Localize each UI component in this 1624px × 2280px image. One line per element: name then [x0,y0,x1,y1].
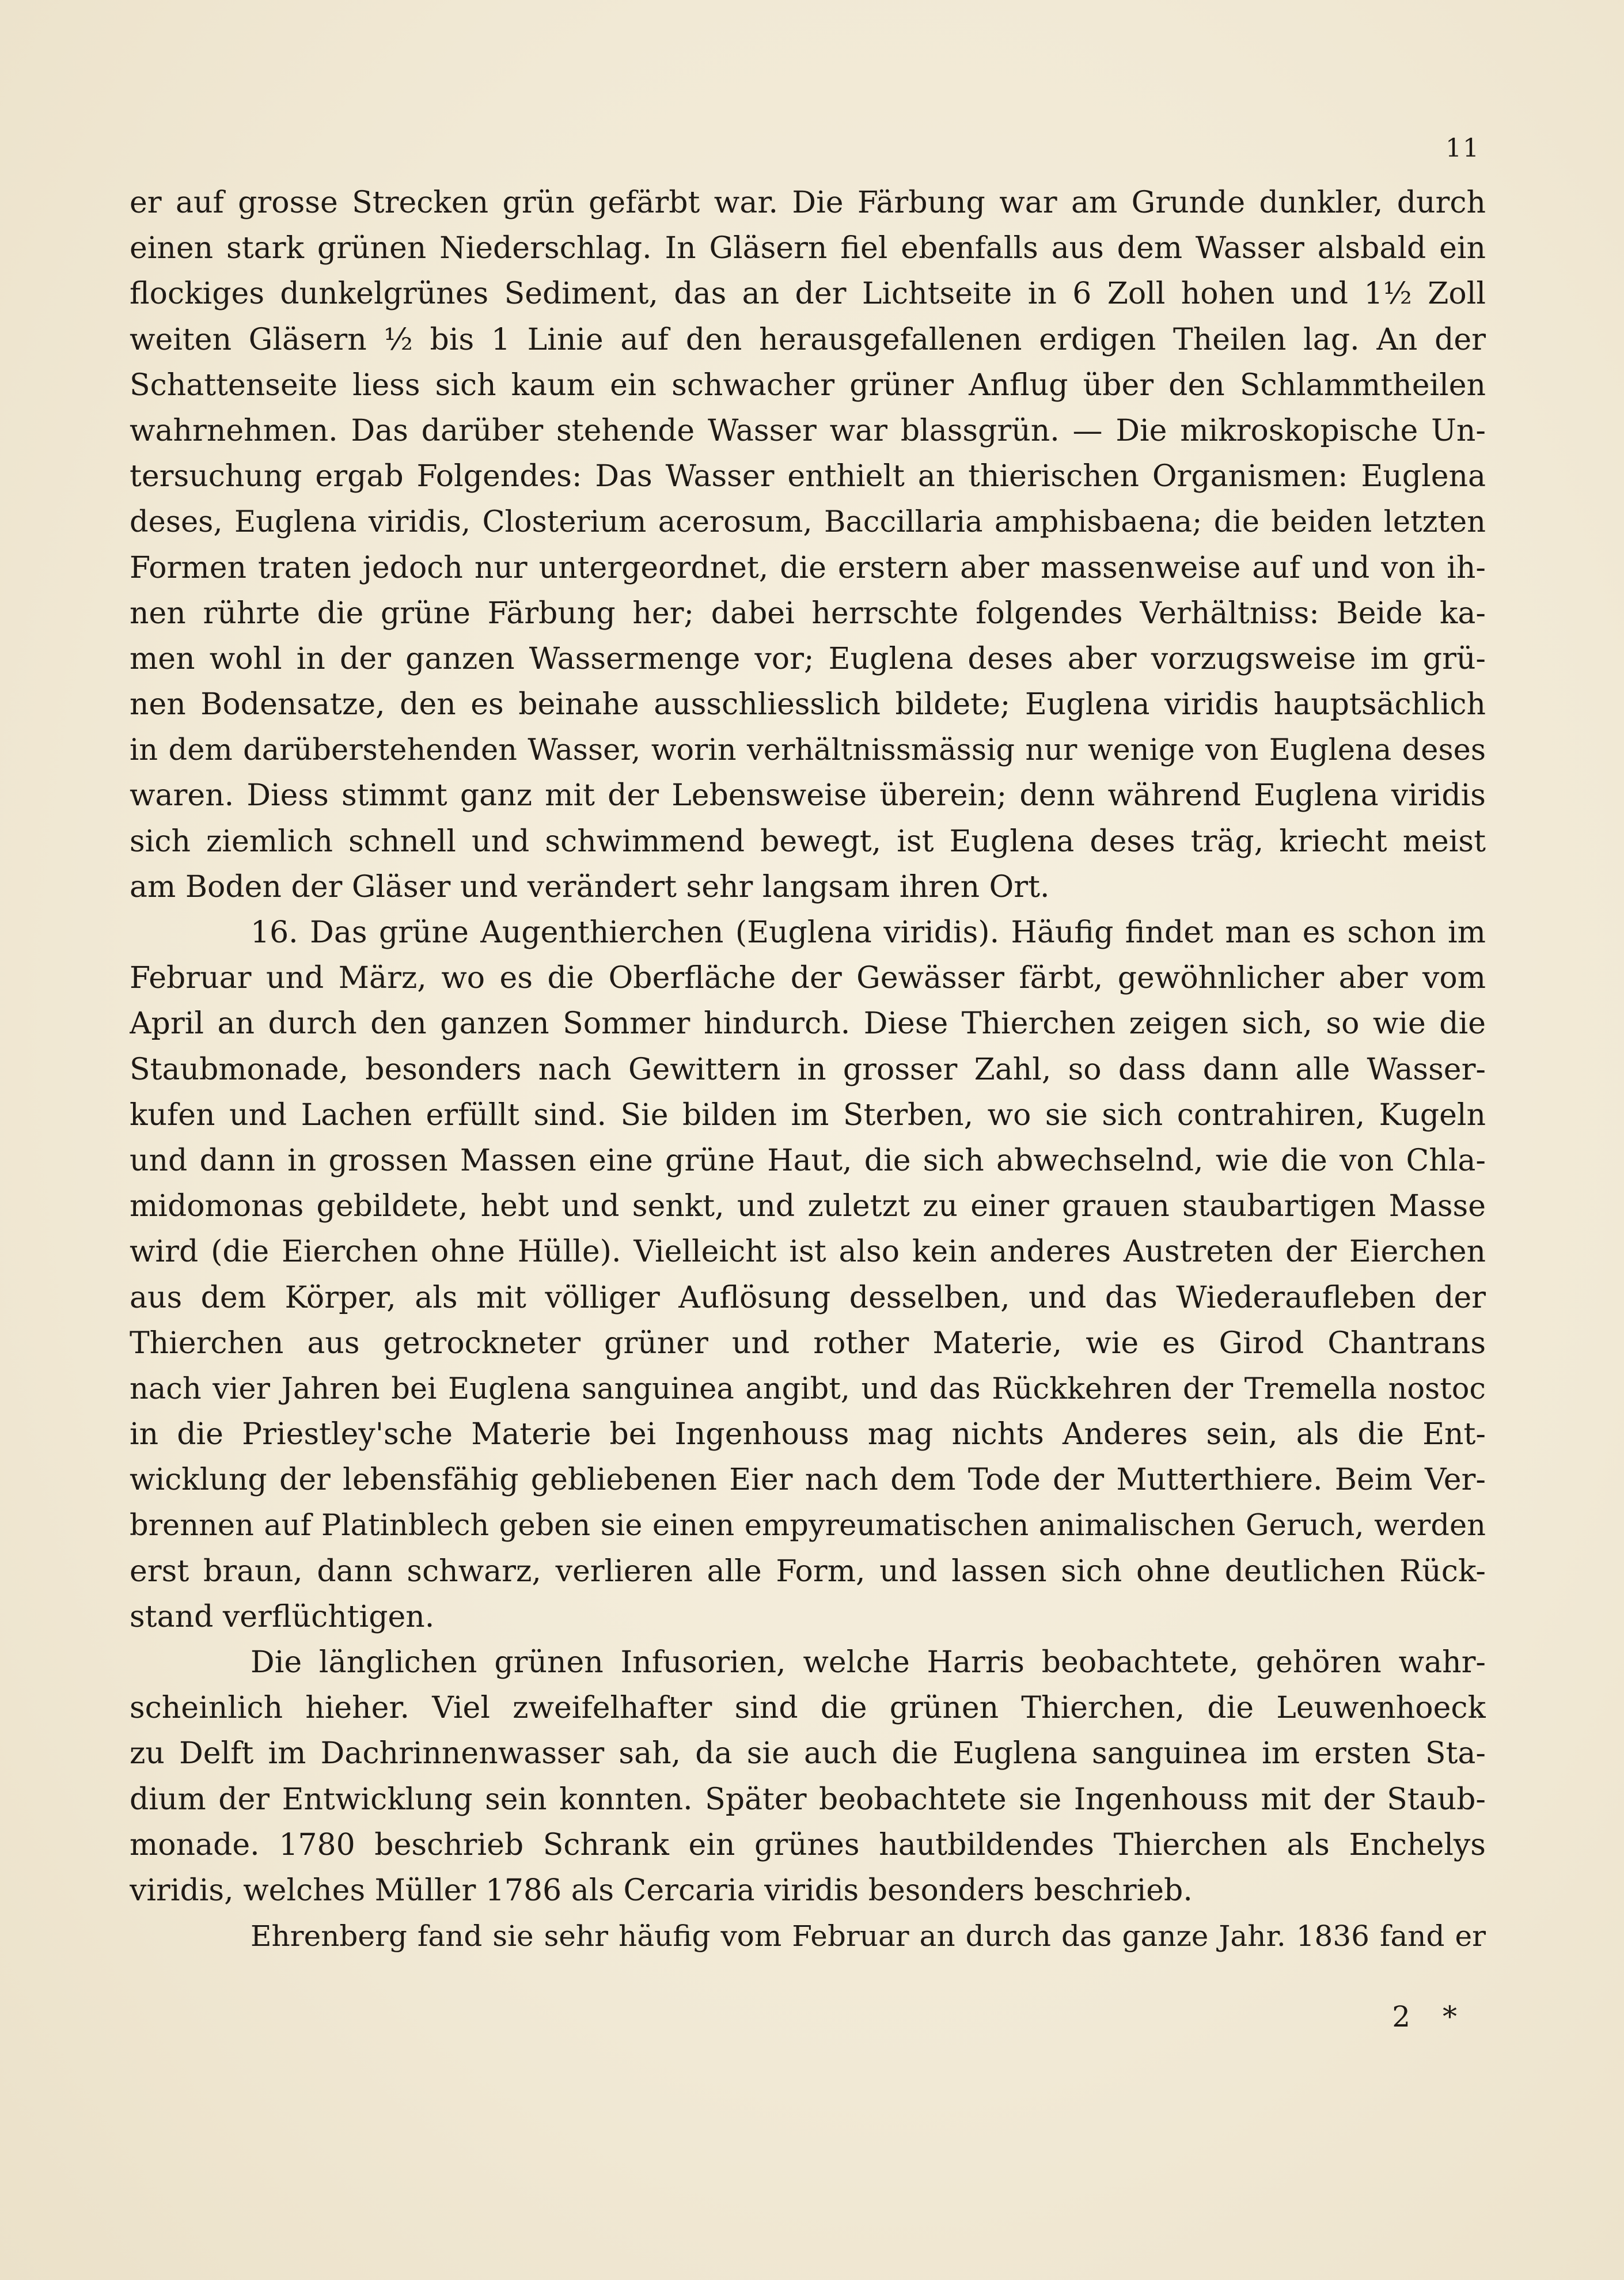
text-line: zu Delft im Dachrinnenwasser sah, da sie auch die Euglena sanguinea im ersten Sta- [130,1736,1486,1771]
page-number: 11 [1445,134,1480,163]
text-line: weiten Gläsern ½ bis 1 Linie auf den herausgefallenen erdigen Theilen lag. An der [130,322,1486,357]
text-line: monade. 1780 beschrieb Schrank ein grünes hautbildendes Thierchen als Enchelys [130,1827,1486,1862]
text-line: nen rührte die grüne Färbung her; dabei herrschte folgendes Verhältniss: Beide ka- [130,596,1486,631]
text-line: Ehrenberg fand sie sehr häufig vom Februar an durch das ganze Jahr. 1836 fand er [251,1919,1486,1953]
text-line: deses, Euglena viridis, Closterium acerosum, Baccillaria amphisbaena; die beiden letzten [130,505,1486,540]
text-line: dium der Entwicklung sein konnten. Später beobachtete sie Ingenhouss mit der Staub- [130,1782,1486,1817]
text-line: einen stark grünen Niederschlag. In Gläsern fiel ebenfalls aus dem Wasser alsbald ein [130,231,1486,266]
text-line: Staubmonade, besonders nach Gewittern in grosser Zahl, so dass dann alle Wasser- [130,1052,1486,1087]
text-line: sich ziemlich schnell und schwimmend bewegt, ist Euglena deses träg, kriecht meist [130,824,1486,859]
text-line: 16. Das grüne Augenthierchen (Euglena viridis). Häufig findet man es schon im [251,915,1486,950]
text-line: er auf grosse Strecken grün gefärbt war. Die Färbung war am Grunde dunkler, durch [130,185,1486,220]
text-line: Die länglichen grünen Infusorien, welche Harris beobachtete, gehören wahr- [251,1645,1486,1680]
text-line: viridis, welches Müller 1786 als Cercaria viridis besonders beschrieb. [130,1873,1193,1908]
text-line: wicklung der lebensfähig gebliebenen Eier nach dem Tode der Mutterthiere. Beim Ver- [130,1463,1486,1498]
text-line: men wohl in der ganzen Wassermenge vor; Euglena deses aber vorzugsweise im grü- [130,641,1486,676]
text-line: Thierchen aus getrockneter grüner und rother Materie, wie es Girod Chantrans [130,1325,1486,1361]
text-line: brennen auf Platinblech geben sie einen empyreumatischen animalischen Geruch, werden [130,1509,1486,1543]
text-line: scheinlich hieher. Viel zweifelhafter sind die grünen Thierchen, die Leuwenhoeck [130,1691,1486,1726]
text-line: am Boden der Gläser und verändert sehr langsam ihren Ort. [130,869,1050,904]
text-line: midomonas gebildete, hebt und senkt, und zuletzt zu einer grauen staubartigen Masse [130,1189,1486,1224]
text-line: wahrnehmen. Das darüber stehende Wasser war blassgrün. — Die mikroskopische Un- [130,413,1486,448]
signature-mark: 2 * [1392,2000,1469,2033]
text-line: Februar und März, wo es die Oberfläche der Gewässer färbt, gewöhnlicher aber vom [130,961,1486,996]
text-line: in die Priestley'sche Materie bei Ingenhouss mag nichts Anderes sein, als die Ent- [130,1417,1486,1452]
body-text [130,180,1486,1959]
text-line: tersuchung ergab Folgendes: Das Wasser enthielt an thierischen Organismen: Euglena [130,459,1486,494]
text-line: Formen traten jedoch nur untergeordnet, die erstern aber massenweise auf und von ih- [130,550,1486,585]
text-line: nach vier Jahren bei Euglena sanguinea angibt, und das Rückkehren der Tremella nostoc [130,1372,1486,1406]
text-line: Schattenseite liess sich kaum ein schwacher grüner Anflug über den Schlammtheilen [130,368,1486,403]
text-line: und dann in grossen Massen eine grüne Haut, die sich abwechselnd, wie die von Chla- [130,1143,1486,1178]
text-line: aus dem Körper, als mit völliger Auflösung desselben, und das Wiederaufleben der [130,1280,1486,1315]
text-line: flockiges dunkelgrünes Sediment, das an der Lichtseite in 6 Zoll hohen und 1½ Zoll [130,277,1486,312]
text-line: nen Bodensatze, den es beinahe ausschliesslich bildete; Euglena viridis hauptsächlich [130,687,1486,722]
text-line: in dem darüberstehenden Wasser, worin verhältnissmässig nur wenige von Euglena deses [130,733,1486,768]
text-line: waren. Diess stimmt ganz mit der Lebensweise überein; denn während Euglena viridis [130,778,1486,813]
text-line: wird (die Eierchen ohne Hülle). Vielleicht ist also kein anderes Austreten der Eierchen [130,1234,1486,1270]
text-line: April an durch den ganzen Sommer hindurch. Diese Thierchen zeigen sich, so wie die [130,1006,1486,1041]
text-line: erst braun, dann schwarz, verlieren alle Form, und lassen sich ohne deutlichen Rück- [130,1554,1486,1589]
text-line: kufen und Lachen erfüllt sind. Sie bilden im Sterben, wo sie sich contrahiren, Kugeln [130,1097,1486,1133]
text-line: stand verflüchtigen. [130,1599,435,1634]
